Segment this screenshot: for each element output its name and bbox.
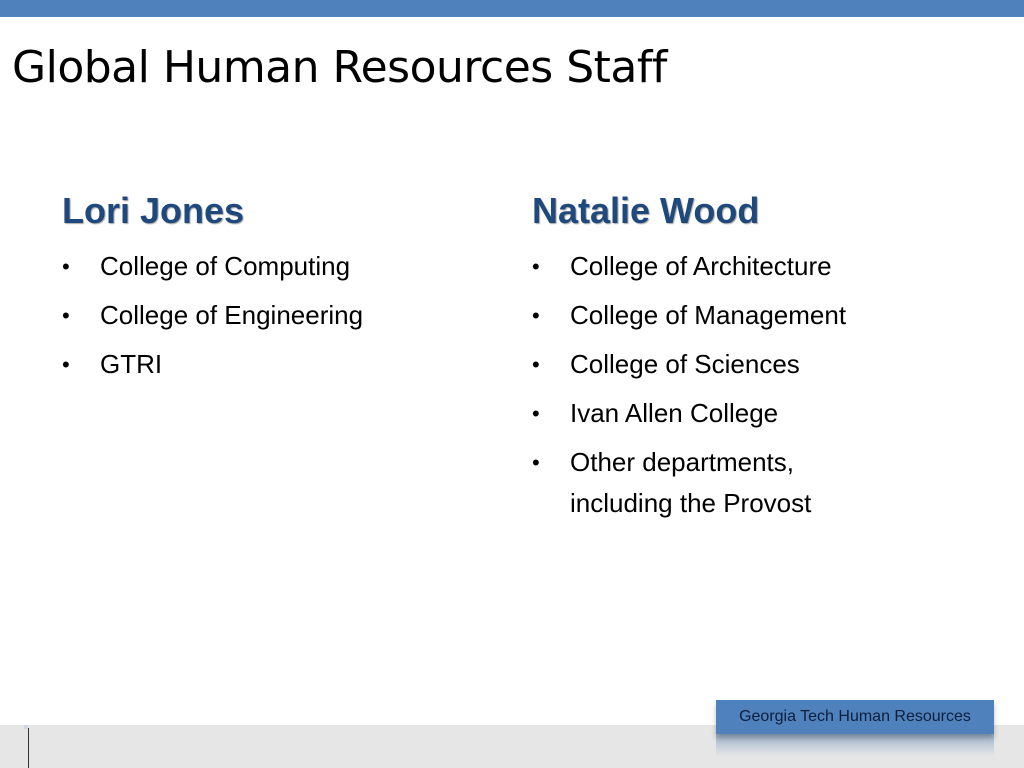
staff-name: Natalie Wood bbox=[532, 190, 760, 231]
list-item bbox=[532, 393, 972, 434]
slide-title: Global Human Resources Staff bbox=[12, 42, 667, 93]
staff-column-natalie-wood bbox=[532, 188, 972, 532]
bullet-icon: • bbox=[62, 254, 70, 279]
list-item-text: Other departments, including the Provost bbox=[570, 447, 812, 518]
list-item bbox=[532, 246, 972, 287]
footer-divider-line bbox=[28, 728, 29, 768]
staff-column-lori-jones bbox=[62, 188, 482, 393]
responsibility-list bbox=[532, 246, 972, 524]
bullet-icon: • bbox=[532, 254, 540, 279]
list-item bbox=[532, 344, 972, 385]
list-item-text: College of Engineering bbox=[100, 300, 364, 330]
list-item bbox=[62, 295, 482, 336]
list-item bbox=[532, 442, 972, 524]
footer-badge-reflection bbox=[716, 734, 994, 756]
bullet-icon: • bbox=[532, 450, 540, 475]
list-item bbox=[62, 246, 482, 287]
list-item-text: College of Management bbox=[570, 300, 847, 330]
list-item-text: GTRI bbox=[100, 349, 163, 379]
bullet-icon: • bbox=[62, 352, 70, 377]
bullet-icon: • bbox=[532, 303, 540, 328]
top-accent-bar bbox=[0, 0, 1024, 17]
staff-name: Lori Jones bbox=[62, 190, 245, 231]
responsibility-list bbox=[62, 246, 482, 385]
bullet-icon: • bbox=[62, 303, 70, 328]
bullet-icon: • bbox=[532, 352, 540, 377]
list-item-text: College of Computing bbox=[100, 251, 351, 281]
list-item-text: College of Architecture bbox=[570, 251, 832, 281]
list-item-text: Ivan Allen College bbox=[570, 398, 779, 428]
footer-label: Georgia Tech Human Resources bbox=[739, 708, 971, 725]
list-item bbox=[62, 344, 482, 385]
bullet-icon: • bbox=[532, 401, 540, 426]
footer-badge bbox=[716, 700, 994, 734]
list-item bbox=[532, 295, 972, 336]
list-item-text: College of Sciences bbox=[570, 349, 800, 379]
